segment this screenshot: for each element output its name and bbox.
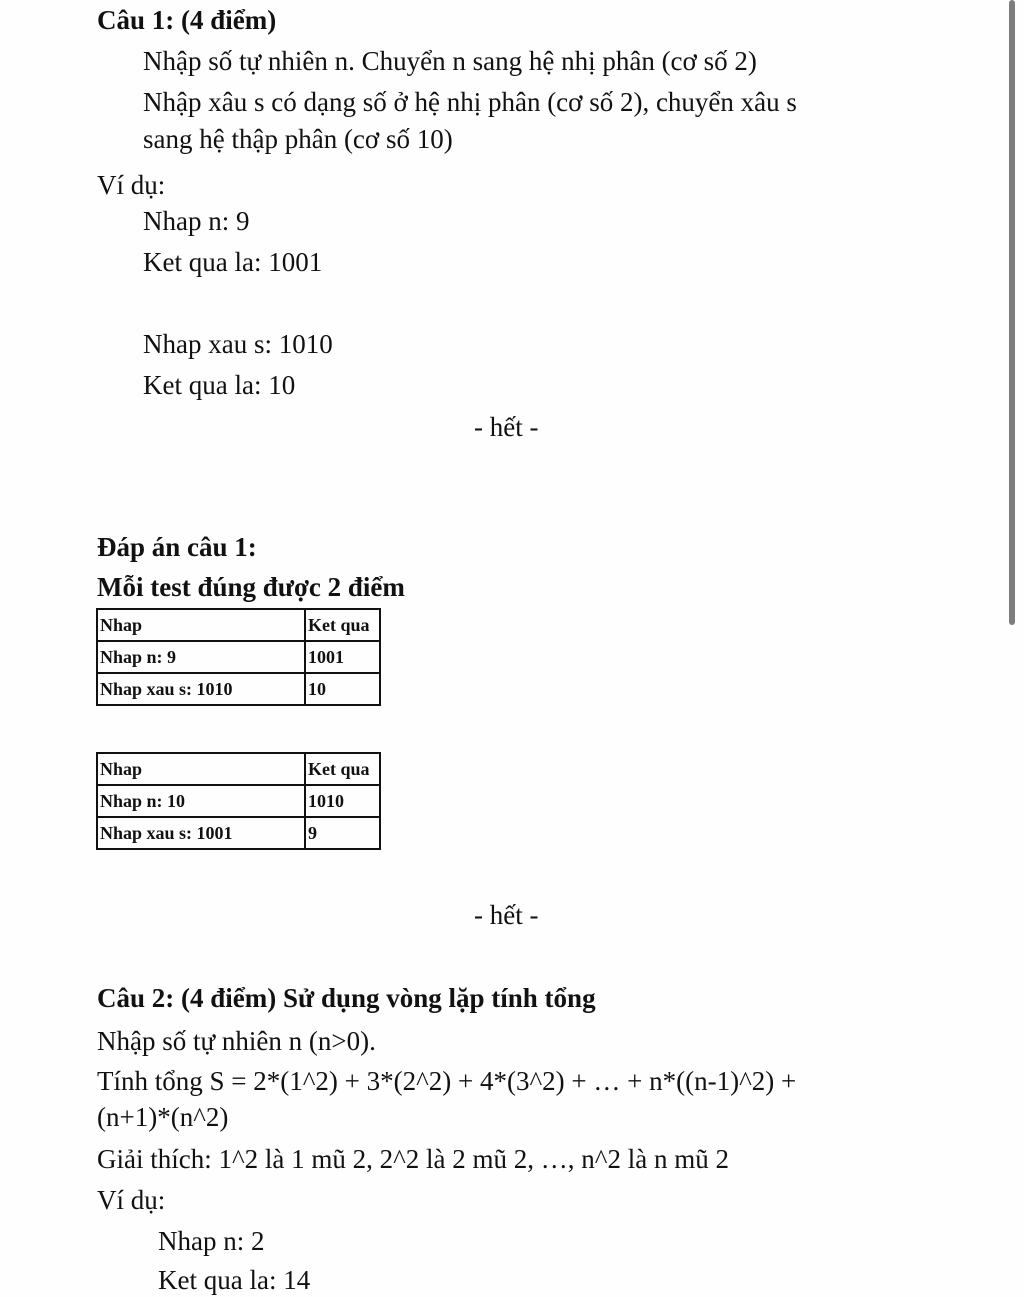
question2-line-4: Giải thích: 1^2 là 1 mũ 2, 2^2 là 2 mũ 2, …, n^2 là n mũ 2 [97,1144,729,1174]
question2-example-label: Ví dụ: [97,1185,166,1215]
table-header-cell: Nhap [97,753,305,785]
table-header-cell: Nhap [97,609,305,641]
question1-example-output2: Ket qua la: 10 [143,370,296,400]
question1-example-output1: Ket qua la: 1001 [143,247,323,277]
table-cell: Nhap xau s: 1001 [97,817,305,849]
question2-line-3: (n+1)*(n^2) [97,1102,229,1132]
question2-line-1: Nhập số tự nhiên n (n>0). [97,1026,376,1056]
question1-line-2: Nhập xâu s có dạng số ở hệ nhị phân (cơ số 2), chuyển xâu s [143,87,797,117]
table-cell: 10 [305,673,380,705]
table-cell: Nhap n: 9 [97,641,305,673]
table-row [97,785,380,817]
table-cell: 9 [305,817,380,849]
question1-example-input2: Nhap xau s: 1010 [143,329,333,359]
question2-title: Câu 2: (4 điểm) Sử dụng vòng lặp tính tổng [97,983,596,1013]
answer1-end-mark: - hết - [474,900,539,930]
table-cell: 1010 [305,785,380,817]
table-row [97,641,380,673]
answer1-title: Đáp án câu 1: [97,532,257,562]
question1-line-1: Nhập số tự nhiên n. Chuyển n sang hệ nhị phân (cơ số 2) [143,46,757,76]
table-row [97,673,380,705]
table-row [97,817,380,849]
scrollbar-thumb[interactable] [1009,0,1015,625]
table-header-cell: Ket qua [305,753,380,785]
answer1-subtitle: Mỗi test đúng được 2 điểm [97,572,405,602]
table-header-cell: Ket qua [305,609,380,641]
table-cell: Nhap n: 10 [97,785,305,817]
vertical-scrollbar[interactable] [1002,0,1024,1278]
question1-example-input1: Nhap n: 9 [143,206,250,236]
question1-title: Câu 1: (4 điểm) [97,5,277,35]
answer1-table-2 [96,752,381,850]
question1-line-3: sang hệ thập phân (cơ số 10) [143,124,453,154]
question2-line-2: Tính tổng S = 2*(1^2) + 3*(2^2) + 4*(3^2) + … + n*((n-1)^2) + [97,1066,797,1096]
table-cell: 1001 [305,641,380,673]
answer1-table-1 [96,608,381,706]
question1-example-label: Ví dụ: [97,170,166,200]
table-header-row [97,753,380,785]
question2-example-output1: Ket qua la: 14 [158,1265,311,1295]
question2-example-input1: Nhap n: 2 [158,1226,265,1256]
question1-end-mark: - hết - [474,412,539,442]
table-header-row [97,609,380,641]
table-cell: Nhap xau s: 1010 [97,673,305,705]
